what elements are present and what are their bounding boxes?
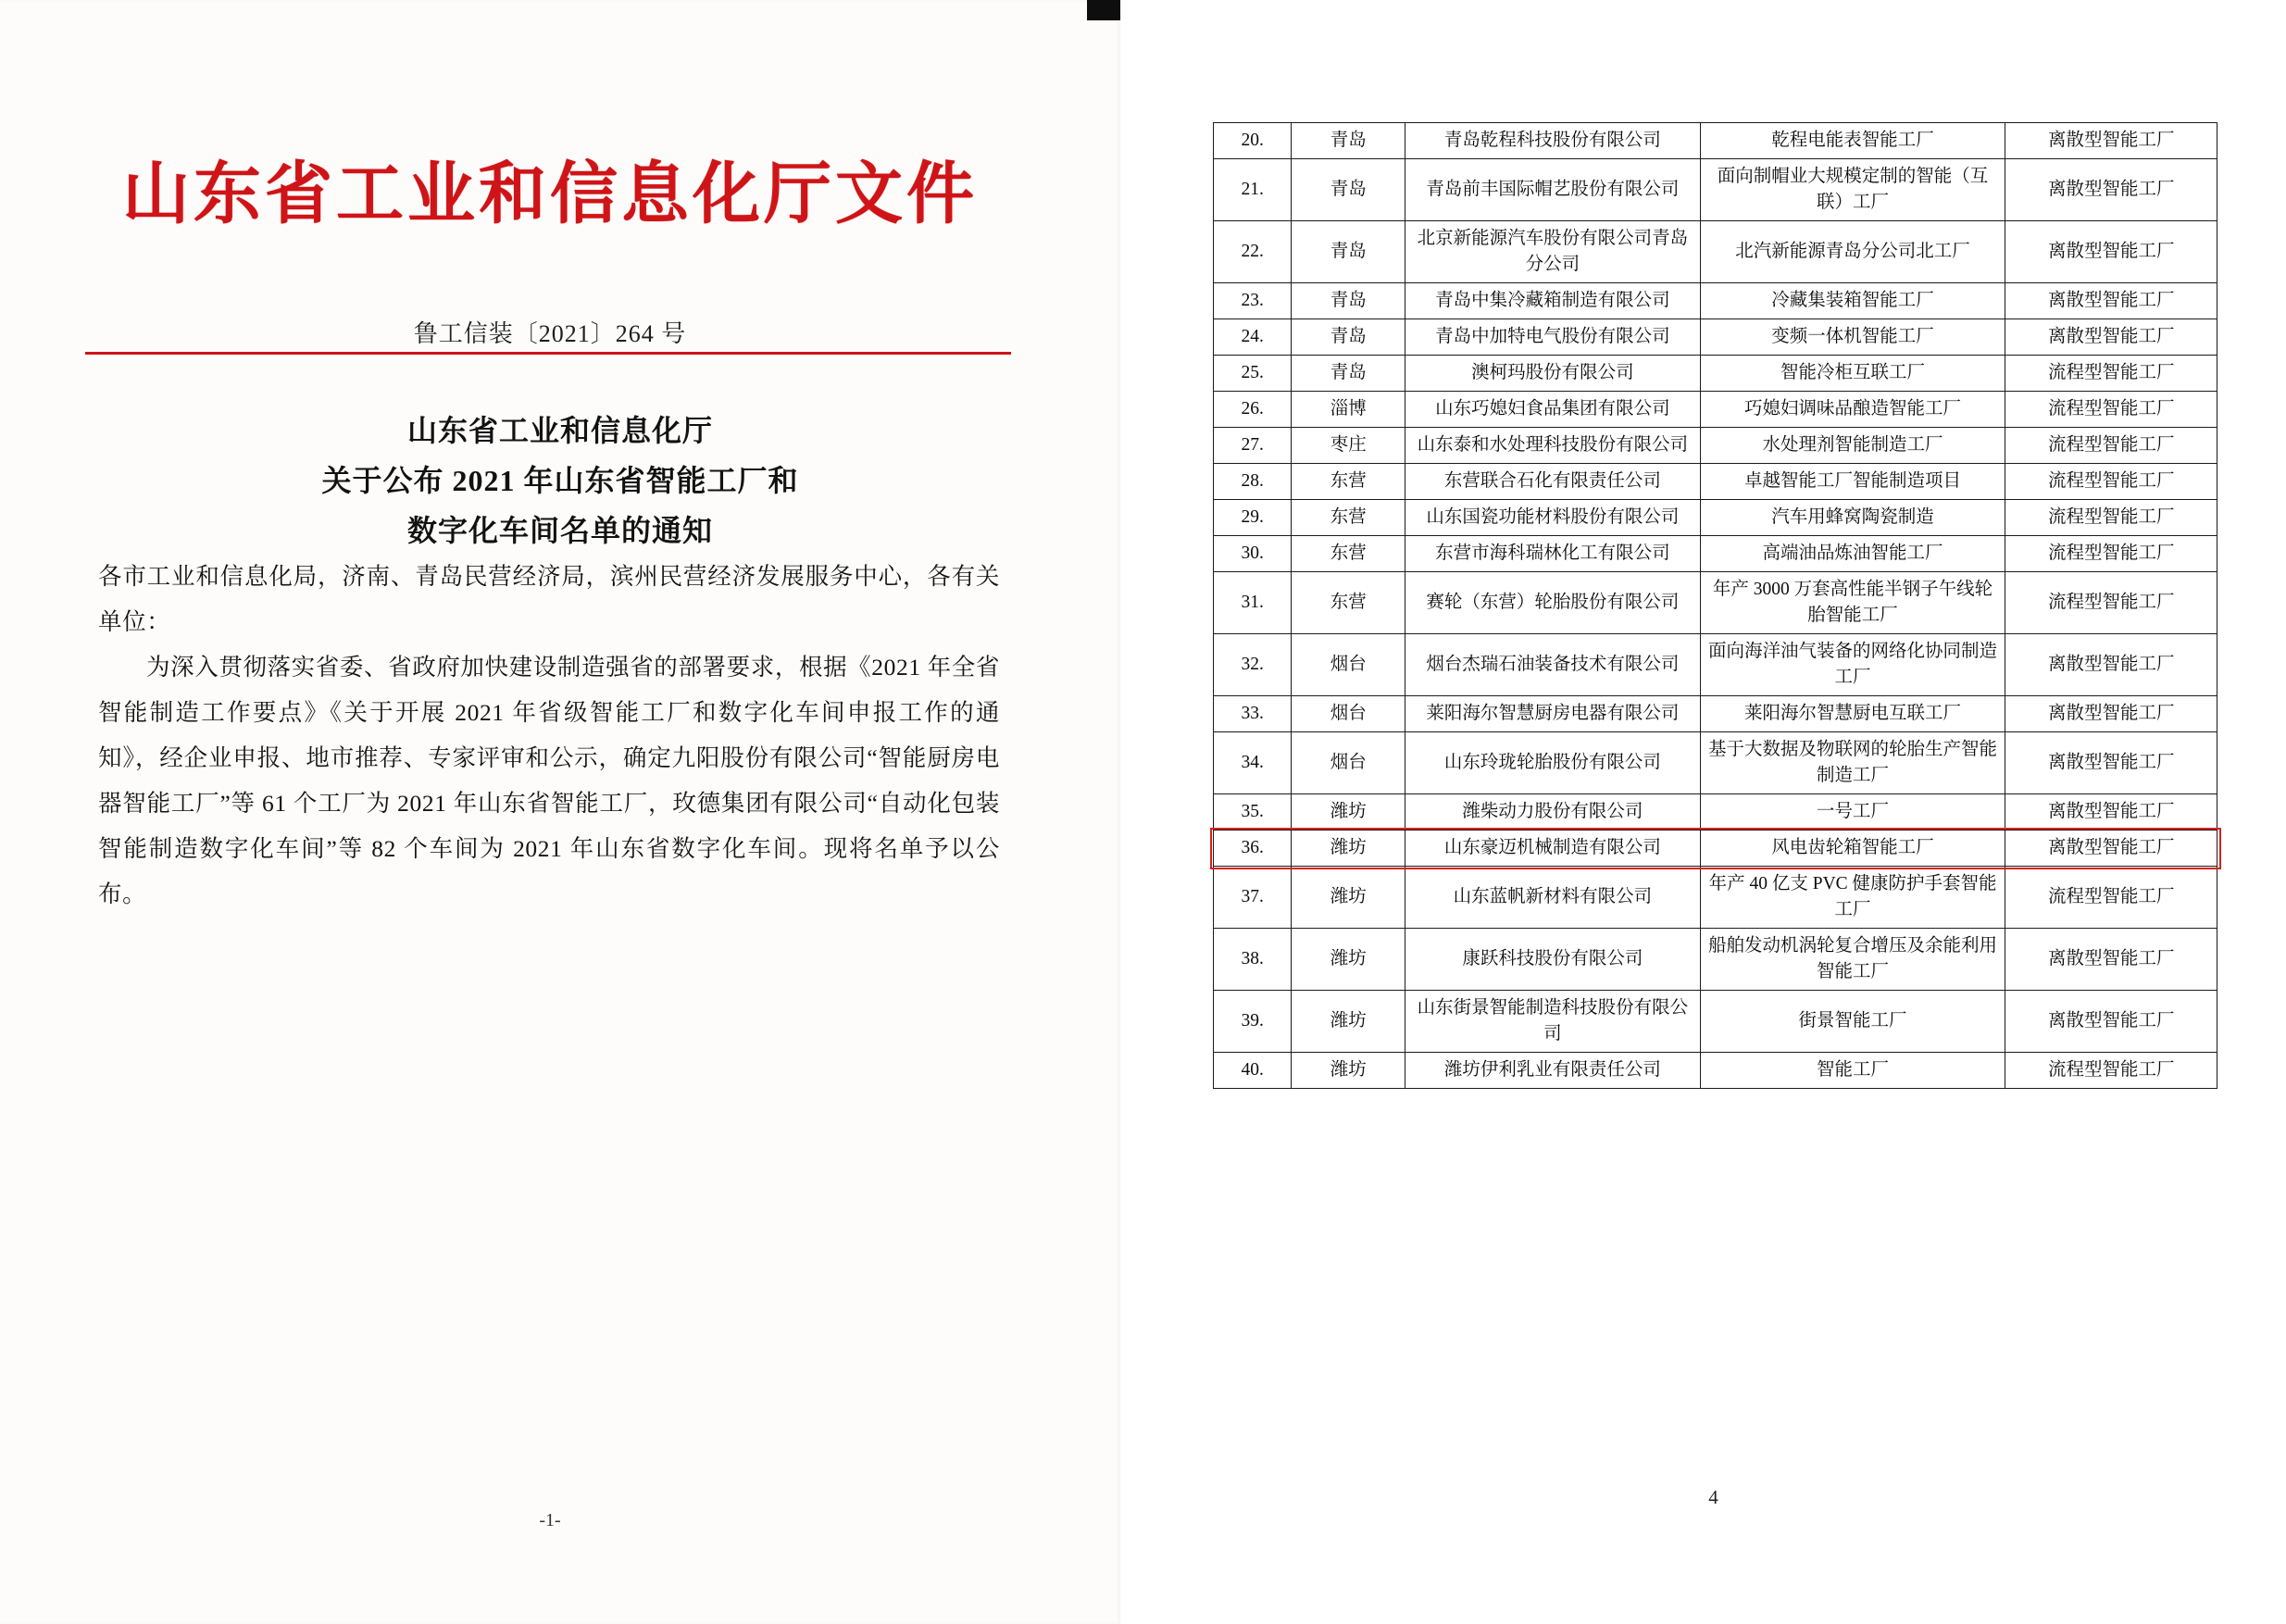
row-type: 离散型智能工厂 (2005, 831, 2217, 867)
row-project: 智能冷柜互联工厂 (1700, 356, 2005, 392)
body-paragraph-1: 各市工业和信息化局，济南、青岛民营经济局，滨州民营经济发展服务中心，各有关单位： (98, 563, 1000, 635)
row-index: 24. (1214, 319, 1292, 356)
table-row (1214, 831, 2217, 867)
table-row (1214, 572, 2217, 634)
table-row (1214, 794, 2217, 831)
row-type: 离散型智能工厂 (2005, 283, 2217, 319)
row-type: 离散型智能工厂 (2005, 634, 2217, 696)
row-company: 青岛中集冷藏箱制造有限公司 (1405, 283, 1701, 319)
row-city: 潍坊 (1292, 1053, 1405, 1089)
row-index: 27. (1214, 428, 1292, 464)
row-company: 东营市海科瑞林化工有限公司 (1405, 536, 1701, 572)
row-index: 30. (1214, 536, 1292, 572)
row-project: 基于大数据及物联网的轮胎生产智能制造工厂 (1700, 732, 2005, 794)
row-city: 青岛 (1292, 221, 1405, 283)
table-row (1214, 500, 2217, 536)
row-city: 青岛 (1292, 356, 1405, 392)
row-city: 潍坊 (1292, 867, 1405, 929)
row-type: 流程型智能工厂 (2005, 392, 2217, 428)
row-index: 34. (1214, 732, 1292, 794)
row-company: 康跃科技股份有限公司 (1405, 929, 1701, 991)
row-type: 离散型智能工厂 (2005, 319, 2217, 356)
page-1-surface (0, 0, 1120, 1624)
row-type: 离散型智能工厂 (2005, 991, 2217, 1053)
table-row (1214, 123, 2217, 159)
document-body (98, 554, 1000, 917)
table-row (1214, 464, 2217, 500)
row-company: 潍柴动力股份有限公司 (1405, 794, 1701, 831)
row-type: 离散型智能工厂 (2005, 159, 2217, 221)
row-type: 流程型智能工厂 (2005, 356, 2217, 392)
document-number: 鲁工信装〔2021〕264 号 (413, 320, 687, 347)
row-index: 20. (1214, 123, 1292, 159)
row-company: 潍坊伊利乳业有限责任公司 (1405, 1053, 1701, 1089)
row-project: 面向海洋油气装备的网络化协同制造工厂 (1700, 634, 2005, 696)
row-type: 流程型智能工厂 (2005, 428, 2217, 464)
row-index: 38. (1214, 929, 1292, 991)
row-type: 流程型智能工厂 (2005, 1053, 2217, 1089)
row-project: 巧媳妇调味品酿造智能工厂 (1700, 392, 2005, 428)
factory-listing-table-container (1213, 122, 2217, 1089)
row-city: 潍坊 (1292, 794, 1405, 831)
row-project: 街景智能工厂 (1700, 991, 2005, 1053)
row-city: 东营 (1292, 536, 1405, 572)
row-index: 33. (1214, 696, 1292, 732)
row-index: 39. (1214, 991, 1292, 1053)
row-company: 青岛前丰国际帽艺股份有限公司 (1405, 159, 1701, 221)
row-company: 山东豪迈机械制造有限公司 (1405, 831, 1701, 867)
red-divider-rule (85, 352, 1011, 355)
row-project: 水处理剂智能制造工厂 (1700, 428, 2005, 464)
subject-line-3: 数字化车间名单的通知 (406, 514, 713, 547)
table-row (1214, 867, 2217, 929)
table-row (1214, 732, 2217, 794)
table-row (1214, 428, 2217, 464)
row-project: 一号工厂 (1700, 794, 2005, 831)
row-city: 烟台 (1292, 696, 1405, 732)
row-index: 29. (1214, 500, 1292, 536)
row-type: 离散型智能工厂 (2005, 123, 2217, 159)
row-company: 山东国瓷功能材料股份有限公司 (1405, 500, 1701, 536)
table-row (1214, 356, 2217, 392)
row-project: 卓越智能工厂智能制造项目 (1700, 464, 2005, 500)
subject-line-2: 关于公布 2021 年山东省智能工厂和 (321, 464, 799, 497)
row-type: 流程型智能工厂 (2005, 572, 2217, 634)
row-company: 澳柯玛股份有限公司 (1405, 356, 1701, 392)
table-row (1214, 221, 2217, 283)
page-number-left: -1- (539, 1510, 561, 1530)
row-index: 25. (1214, 356, 1292, 392)
row-index: 36. (1214, 831, 1292, 867)
row-city: 青岛 (1292, 319, 1405, 356)
table-row (1214, 1053, 2217, 1089)
row-company: 赛轮（东营）轮胎股份有限公司 (1405, 572, 1701, 634)
row-type: 离散型智能工厂 (2005, 929, 2217, 991)
row-city: 潍坊 (1292, 929, 1405, 991)
row-project: 高端油品炼油智能工厂 (1700, 536, 2005, 572)
row-company: 青岛中加特电气股份有限公司 (1405, 319, 1701, 356)
row-index: 23. (1214, 283, 1292, 319)
scan-edge-artifact (1087, 0, 1120, 20)
row-project: 智能工厂 (1700, 1053, 2005, 1089)
row-project: 乾程电能表智能工厂 (1700, 123, 2005, 159)
row-type: 离散型智能工厂 (2005, 696, 2217, 732)
row-company: 山东蓝帆新材料有限公司 (1405, 867, 1701, 929)
row-city: 潍坊 (1292, 831, 1405, 867)
row-city: 淄博 (1292, 392, 1405, 428)
row-city: 东营 (1292, 572, 1405, 634)
page-number-right: 4 (1708, 1486, 1718, 1508)
row-company: 烟台杰瑞石油装备技术有限公司 (1405, 634, 1701, 696)
row-company: 山东玲珑轮胎股份有限公司 (1405, 732, 1701, 794)
row-company: 山东巧媳妇食品集团有限公司 (1405, 392, 1701, 428)
document-page-1 (0, 0, 1141, 1624)
row-city: 烟台 (1292, 634, 1405, 696)
table-row (1214, 991, 2217, 1053)
table-row (1214, 696, 2217, 732)
factory-listing-table (1213, 122, 2217, 1089)
row-company: 山东泰和水处理科技股份有限公司 (1405, 428, 1701, 464)
row-company: 北京新能源汽车股份有限公司青岛分公司 (1405, 221, 1701, 283)
row-index: 40. (1214, 1053, 1292, 1089)
document-subject (139, 406, 981, 556)
table-row (1214, 634, 2217, 696)
row-type: 流程型智能工厂 (2005, 867, 2217, 929)
row-project: 船舶发动机涡轮复合增压及余能利用智能工厂 (1700, 929, 2005, 991)
row-index: 37. (1214, 867, 1292, 929)
row-city: 青岛 (1292, 123, 1405, 159)
document-header-title: 山东省工业和信息化厅文件 (122, 156, 978, 231)
row-company: 莱阳海尔智慧厨房电器有限公司 (1405, 696, 1701, 732)
row-project: 汽车用蜂窝陶瓷制造 (1700, 500, 2005, 536)
row-index: 32. (1214, 634, 1292, 696)
row-city: 潍坊 (1292, 991, 1405, 1053)
table-row (1214, 283, 2217, 319)
subject-line-1: 山东省工业和信息化厅 (406, 414, 713, 447)
row-company: 东营联合石化有限责任公司 (1405, 464, 1701, 500)
document-page-4 (1141, 0, 2286, 1624)
table-row (1214, 319, 2217, 356)
row-index: 28. (1214, 464, 1292, 500)
row-project: 面向制帽业大规模定制的智能（互联）工厂 (1700, 159, 2005, 221)
factory-listing-body (1214, 123, 2217, 1089)
row-type: 离散型智能工厂 (2005, 794, 2217, 831)
row-city: 东营 (1292, 500, 1405, 536)
row-company: 青岛乾程科技股份有限公司 (1405, 123, 1701, 159)
row-project: 年产 3000 万套高性能半钢子午线轮胎智能工厂 (1700, 572, 2005, 634)
row-type: 流程型智能工厂 (2005, 536, 2217, 572)
row-type: 离散型智能工厂 (2005, 221, 2217, 283)
table-row (1214, 159, 2217, 221)
row-project: 年产 40 亿支 PVC 健康防护手套智能工厂 (1700, 867, 2005, 929)
row-city: 东营 (1292, 464, 1405, 500)
row-project: 北汽新能源青岛分公司北工厂 (1700, 221, 2005, 283)
row-index: 21. (1214, 159, 1292, 221)
body-paragraph-2: 为深入贯彻落实省委、省政府加快建设制造强省的部署要求，根据《2021 年全省智能制造工作要点》《关于开展 2021 年省级智能工厂和数字化车间申报工作的通知》，经企业申报、地市推荐、专家评审和公示，确定九阳股份有限公司“智能厨房电器智能工厂”等 61 个工厂为 2021 年山东省智能工厂，玫德集团有限公司“自动化包装智能制造数字化车间”等 82 个车间为 2021 年山东省数字化车间。现将名单予以公布。 (98, 654, 1000, 907)
row-index: 35. (1214, 794, 1292, 831)
row-type: 流程型智能工厂 (2005, 500, 2217, 536)
row-index: 22. (1214, 221, 1292, 283)
row-index: 26. (1214, 392, 1292, 428)
table-row (1214, 392, 2217, 428)
table-row (1214, 536, 2217, 572)
row-project: 冷藏集装箱智能工厂 (1700, 283, 2005, 319)
row-city: 枣庄 (1292, 428, 1405, 464)
row-project: 莱阳海尔智慧厨电互联工厂 (1700, 696, 2005, 732)
row-type: 流程型智能工厂 (2005, 464, 2217, 500)
row-project: 变频一体机智能工厂 (1700, 319, 2005, 356)
row-city: 青岛 (1292, 283, 1405, 319)
row-project: 风电齿轮箱智能工厂 (1700, 831, 2005, 867)
row-city: 烟台 (1292, 732, 1405, 794)
row-index: 31. (1214, 572, 1292, 634)
row-city: 青岛 (1292, 159, 1405, 221)
table-row (1214, 929, 2217, 991)
row-company: 山东街景智能制造科技股份有限公司 (1405, 991, 1701, 1053)
row-type: 离散型智能工厂 (2005, 732, 2217, 794)
